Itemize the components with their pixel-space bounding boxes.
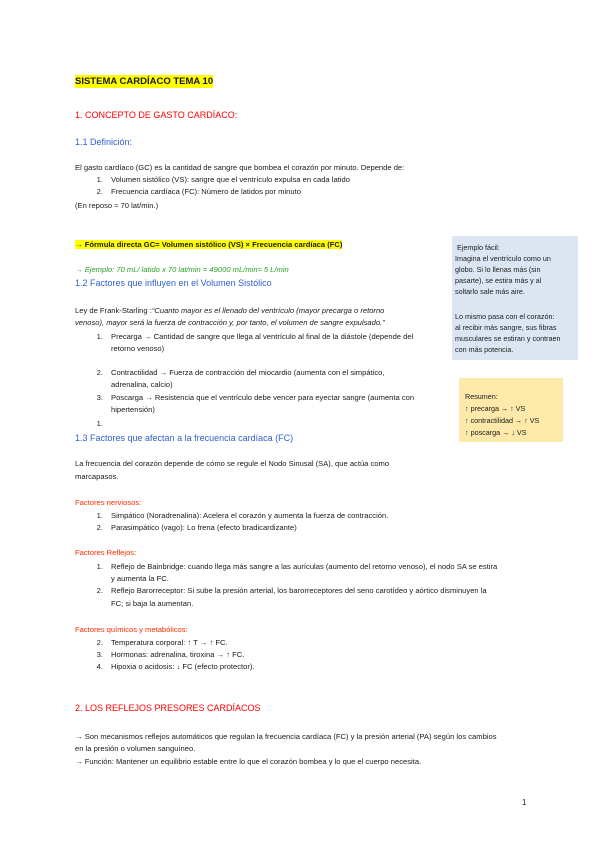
list-item: 2. Parasimpático (vago): Lo frena (efecto bradicardizante) [96,523,297,532]
list-item: 2. Frecuencia cardíaca (FC): Número de latidos por minuto [96,187,301,196]
summary-line: ↑ contractilidad → ↑ VS [465,416,540,425]
callout-line: al recibir más sangre, sus fibras [455,323,557,332]
callout-line: globo. Si lo llenas más (sin [455,265,541,274]
callout-line: Ejemplo fácil: [457,243,500,252]
section2-line: en la presión o volumen sanguíneo. [75,744,196,753]
section2-line: → Son mecanismos reflejos automáticos que regulan la frecuencia cardíaca (FC) y la presión arterial (PA) según los cambios [75,732,497,741]
example-line: → Ejemplo: 70 mL/ latido x 70 lat/min = 49000 mL/min≈ 5 L/min [75,265,289,274]
list-item-cont: y aumenta la FC. [111,574,169,583]
summary-callout-box [459,378,563,442]
list-item: 3. Hormonas: adrenalina, tiroxina → ↑ FC. [96,650,245,659]
list-item: 3. Poscarga → Resistencia que el ventrículo debe vencer para eyectar sangre (aumenta con [96,393,415,402]
frank-starling-line: Ley de Frank-Starling :“Cuanto mayor es el llenado del ventrículo (mayor precarga o retorno [75,306,385,315]
callout-line: Lo mismo pasa con el corazón: [455,312,555,321]
summary-line: ↑ poscarga → ↓ VS [465,428,527,437]
list-item: 1. Volumen sistólico (VS): sangre que el ventrículo expulsa en cada latido [96,175,350,184]
list-item: 2. Reflejo Barorreceptor: Si sube la presión arterial, los barorreceptores del seno carotídeo y aórtico disminuyen la [96,586,487,595]
list-item-cont: FC; si baja la aumentan. [111,599,194,608]
definition-heading: 1.1 Definición: [75,137,133,147]
section2-line: → Función: Mantener un equilibrio estable entre lo que el corazón bombea y lo que el cuerpo necesita. [75,757,422,766]
fc-heading: 1.3 Factores que afectan a la frecuencia cardíaca (FC) [75,433,294,443]
formula-line: → Fórmula directa GC= Volumen sistólico (VS) × Frecuencia cardíaca (FC) [75,240,343,249]
callout-line: musculares se estiran y contraen [455,334,561,343]
callout-line: Imagina el ventrículo como un [455,254,551,263]
section1-heading: 1. CONCEPTO DE GASTO CARDÍACO: [75,110,238,120]
fc-text-2: marcapasos. [75,472,119,481]
list-item-cont: hipertensión) [111,405,155,414]
list-item-cont: retorno venoso) [111,344,165,353]
list-item: 4. Hipoxia o acidosis: ↓ FC (efecto protector). [96,662,255,671]
example-callout-box [452,236,578,360]
summary-line: ↑ precarga → ↑ VS [465,404,526,413]
chemical-factors-heading: Factores químicos y metabólicos: [75,625,188,634]
frank-starling-line-2: venoso), mayor será la fuerza de contracción y, por tanto, el volumen de sangre expulsado.” [75,318,385,327]
list-item: 1. Reflejo de Bainbridge: cuando llega más sangre a las aurículas (aumento del retorno venoso), el nodo SA se estira [96,562,498,571]
callout-line: soltarlo sale más aire. [455,287,525,296]
document-title: SISTEMA CARDÍACO TEMA 10 [75,76,214,87]
list-item: 2. Temperatura corporal: ↑ T → ↑ FC. [96,638,228,647]
summary-line: Resumen: [465,392,498,401]
section2-heading: 2. LOS REFLEJOS PRESORES CARDÍACOS [75,703,261,713]
fc-text: La frecuencia del corazón depende de cómo se regule el Nodo Sinusal (SA), que actúa como [75,459,390,468]
list-item: 1. [96,419,103,428]
definition-text: El gasto cardíaco (GC) es la cantidad de sangre que bombea el corazón por minuto. Depende de: [75,163,405,172]
reflex-factors-heading: Factores Reflejos: [75,548,137,557]
nervous-factors-heading: Factores nerviosos: [75,498,142,507]
callout-line: pasarte), se estira más y al [455,276,542,285]
page-number: 1 [522,798,527,807]
list-item: 2. Contractilidad → Fuerza de contracción del miocardio (aumenta con el simpático, [96,368,385,377]
callout-line: con más potencia. [455,345,514,354]
rest-note: (En reposo ≈ 70 lat/min.) [75,201,159,210]
list-item-cont: adrenalina, calcio) [111,380,173,389]
list-item: 1. Simpático (Noradrenalina): Acelera el corazón y aumenta la fuerza de contracción. [96,511,389,520]
list-item: 1. Precarga → Cantidad de sangre que llega al ventrículo al final de la diástole (depende del [96,332,414,341]
vs-heading: 1.2 Factores que influyen en el Volumen Sistólico [75,278,272,288]
